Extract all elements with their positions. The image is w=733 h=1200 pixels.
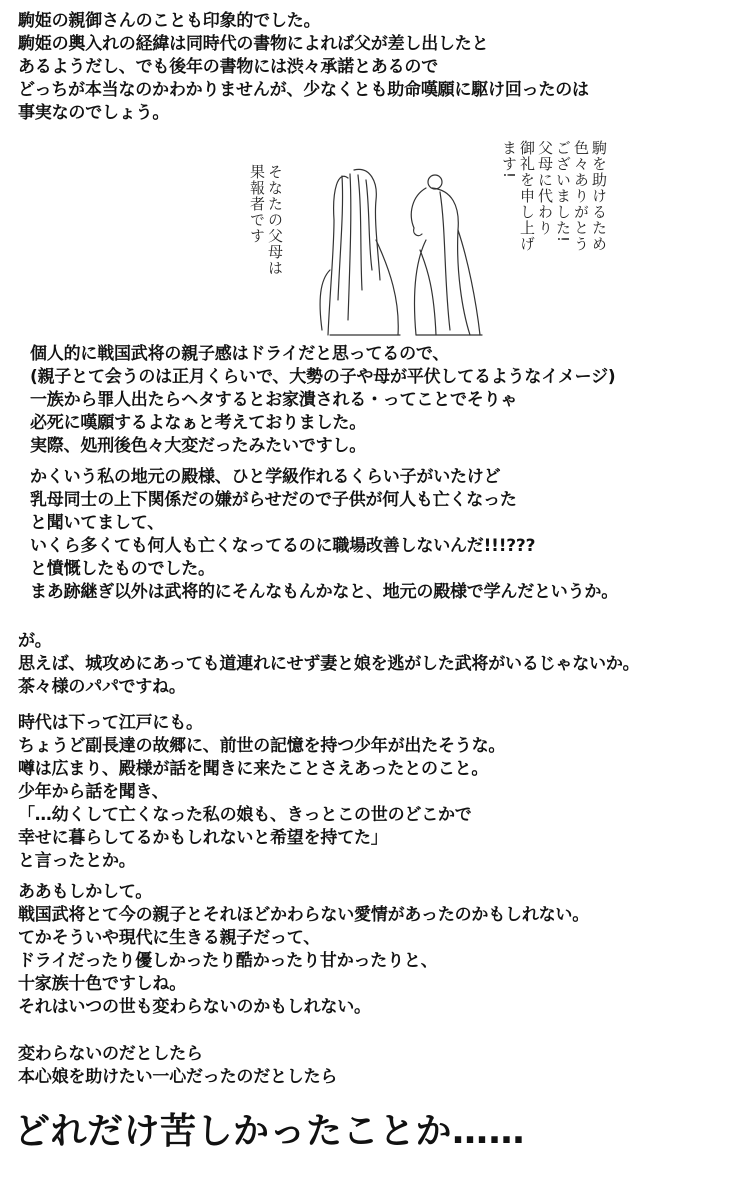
paragraph-2-line-2: (親子とて会うのは正月くらいで、大勢の子や母が平伏してるようなイメージ) xyxy=(30,367,616,387)
paragraph-5-line-6: 幸せに暮らしてるかもしれないと希望を持てた」 xyxy=(18,828,388,848)
paragraph-3-line-3: と聞いてまして、 xyxy=(30,513,165,533)
speech-right-line-4: 父母に代わり xyxy=(536,140,554,236)
paragraph-1-line-4: どっちが本当なのかわかりませんが、少なくとも助命嘆願に駆け回ったのは xyxy=(18,80,589,100)
paragraph-4-line-2: 思えば、城攻めにあっても道連れにせず妻と娘を逃がした武将がいるじゃないか。 xyxy=(18,654,640,674)
paragraph-4-line-3: 茶々様のパパですね。 xyxy=(18,677,186,697)
speech-bubble-left xyxy=(248,164,284,276)
speech-bubble-right xyxy=(500,140,608,252)
speech-right-line-3: ございました! xyxy=(554,140,572,244)
paragraph-5-line-3: 噂は広まり、殿様が話を聞きに来たことさえあったとのこと。 xyxy=(18,759,489,779)
paragraph-5-line-7: と言ったとか。 xyxy=(18,851,136,871)
paragraph-1-line-3: あるようだし、でも後年の書物には渋々承諾とあるので xyxy=(18,57,438,77)
speech-right-line-5: 御礼を申し上げ xyxy=(518,140,536,252)
paragraph-5-line-2: ちょうど副長達の故郷に、前世の記憶を持つ少年が出たそうな。 xyxy=(18,736,506,756)
paragraph-2-line-4: 必死に嘆願するよなぁと考えておりました。 xyxy=(30,413,366,433)
paragraph-7-line-2: 本心娘を助けたい一心だったのだとしたら xyxy=(18,1067,338,1087)
paragraph-6-line-3: てかそういや現代に生きる親子だって、 xyxy=(18,928,321,948)
paragraph-3-line-2: 乳母同士の上下関係だの嫌がらせだので子供が何人も亡くなった xyxy=(30,490,517,510)
paragraph-5-line-5: 「…幼くして亡くなった私の娘も、きっとこの世のどこかで xyxy=(18,805,472,825)
paragraph-3-line-6: まあ跡継ぎ以外は武将的にそんなもんかなと、地元の殿様で学んだというか。 xyxy=(30,582,618,602)
paragraph-6-line-2: 戦国武将とて今の親子とそれほどかわらない愛情があったのかもしれない。 xyxy=(18,905,590,925)
paragraph-3-line-1: かくいう私の地元の殿様、ひと学級作れるくらい子がいたけど xyxy=(30,467,501,487)
speech-right-line-2: 色々ありがとう xyxy=(572,140,590,252)
paragraph-5-line-4: 少年から話を聞き、 xyxy=(18,782,169,802)
paragraph-6-line-1: ああもしかして。 xyxy=(18,882,153,902)
paragraph-5-line-1: 時代は下って江戸にも。 xyxy=(18,713,203,733)
paragraph-2-line-5: 実際、処刑後色々大変だったみたいですし。 xyxy=(30,436,366,456)
paragraph-7-line-1: 変わらないのだとしたら xyxy=(18,1044,203,1064)
closing-line: どれだけ苦しかったことか…… xyxy=(14,1111,526,1152)
speech-left-line-1: そなたの父母は xyxy=(266,164,284,276)
speech-right-line-1: 駒を助けるため xyxy=(590,140,608,252)
paragraph-4-line-1: が。 xyxy=(18,631,52,651)
speech-right-line-6: ます! xyxy=(500,140,518,180)
paragraph-1-line-2: 駒姫の輿入れの経緯は同時代の書物によれば父が差し出したと xyxy=(18,34,489,54)
paragraph-1-line-5: 事実なのでしょう。 xyxy=(18,103,170,123)
paragraph-1-line-1: 駒姫の親御さんのことも印象的でした。 xyxy=(18,11,321,31)
paragraph-6-line-6: それはいつの世も変わらないのかもしれない。 xyxy=(18,997,371,1017)
paragraph-6-line-5: 十家族十色ですしね。 xyxy=(18,974,186,994)
paragraph-2-line-3: 一族から罪人出たらヘタするとお家潰される・ってことでそりゃ xyxy=(30,390,518,410)
paragraph-2-line-1: 個人的に戦国武将の親子感はドライだと思ってるので、 xyxy=(30,344,450,364)
paragraph-3-line-5: と憤慨したものでした。 xyxy=(30,559,215,579)
paragraph-3-line-4: いくら多くても何人も亡くなってるのに職場改善しないんだ!!!??? xyxy=(30,536,536,556)
speech-left-line-2: 果報者です xyxy=(248,164,266,244)
sketch-illustration xyxy=(230,130,608,345)
paragraph-6-line-4: ドライだったり優しかったり酷かったり甘かったりと、 xyxy=(18,951,438,971)
